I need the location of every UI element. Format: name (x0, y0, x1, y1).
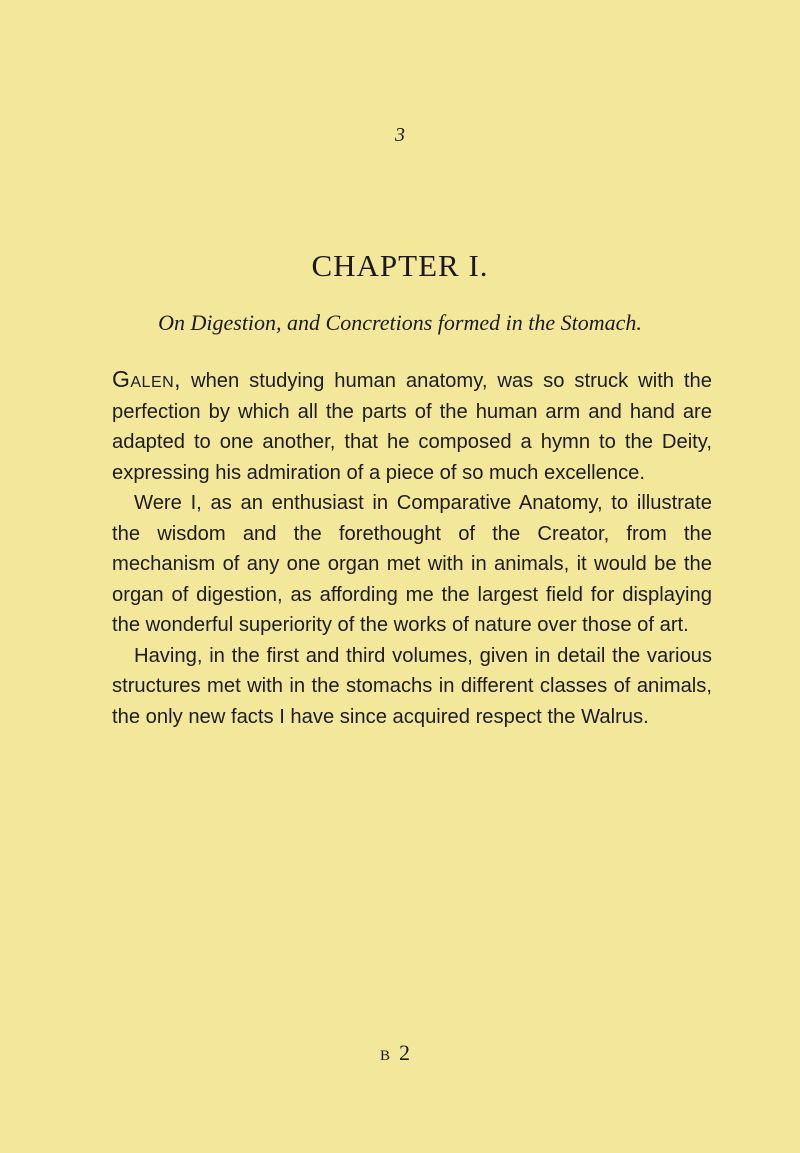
paragraph-text: Were I, as an enthusiast in Comparative Anatomy, to illustrate the wisdom and the forethought of the Creator, from the mechanism of any one organ met with in animals, it would be the organ of digestion, as affording me the largest field for displaying the wonderful superiority of the works of nature over those of art. (112, 492, 712, 636)
signature-letter: B (380, 1048, 392, 1064)
paragraph-text: Having, in the first and third volumes, given in detail the various structures met with in the stomachs in different classes of animals, the only new facts I have since acquired respect the Walrus. (112, 644, 712, 728)
chapter-title: CHAPTER I. (311, 248, 489, 283)
chapter-body (112, 364, 712, 732)
signature-mark (380, 1040, 411, 1066)
paragraph (112, 488, 712, 641)
page-number: 3 (395, 124, 405, 146)
signature-number: 2 (399, 1040, 412, 1065)
chapter-subtitle: On Digestion, and Concretions formed in the Stomach. (158, 310, 642, 335)
paragraph (112, 641, 712, 733)
paragraph-text: when studying human anatomy, was so struck with the perfection by which all the parts of the human arm and hand are adapted to one another, that he composed a hymn to the Deity, expressing his admiration of a piece of so much excellence. (112, 370, 712, 484)
paragraph-lead-word: Galen, (112, 366, 182, 392)
paragraph (112, 364, 712, 488)
